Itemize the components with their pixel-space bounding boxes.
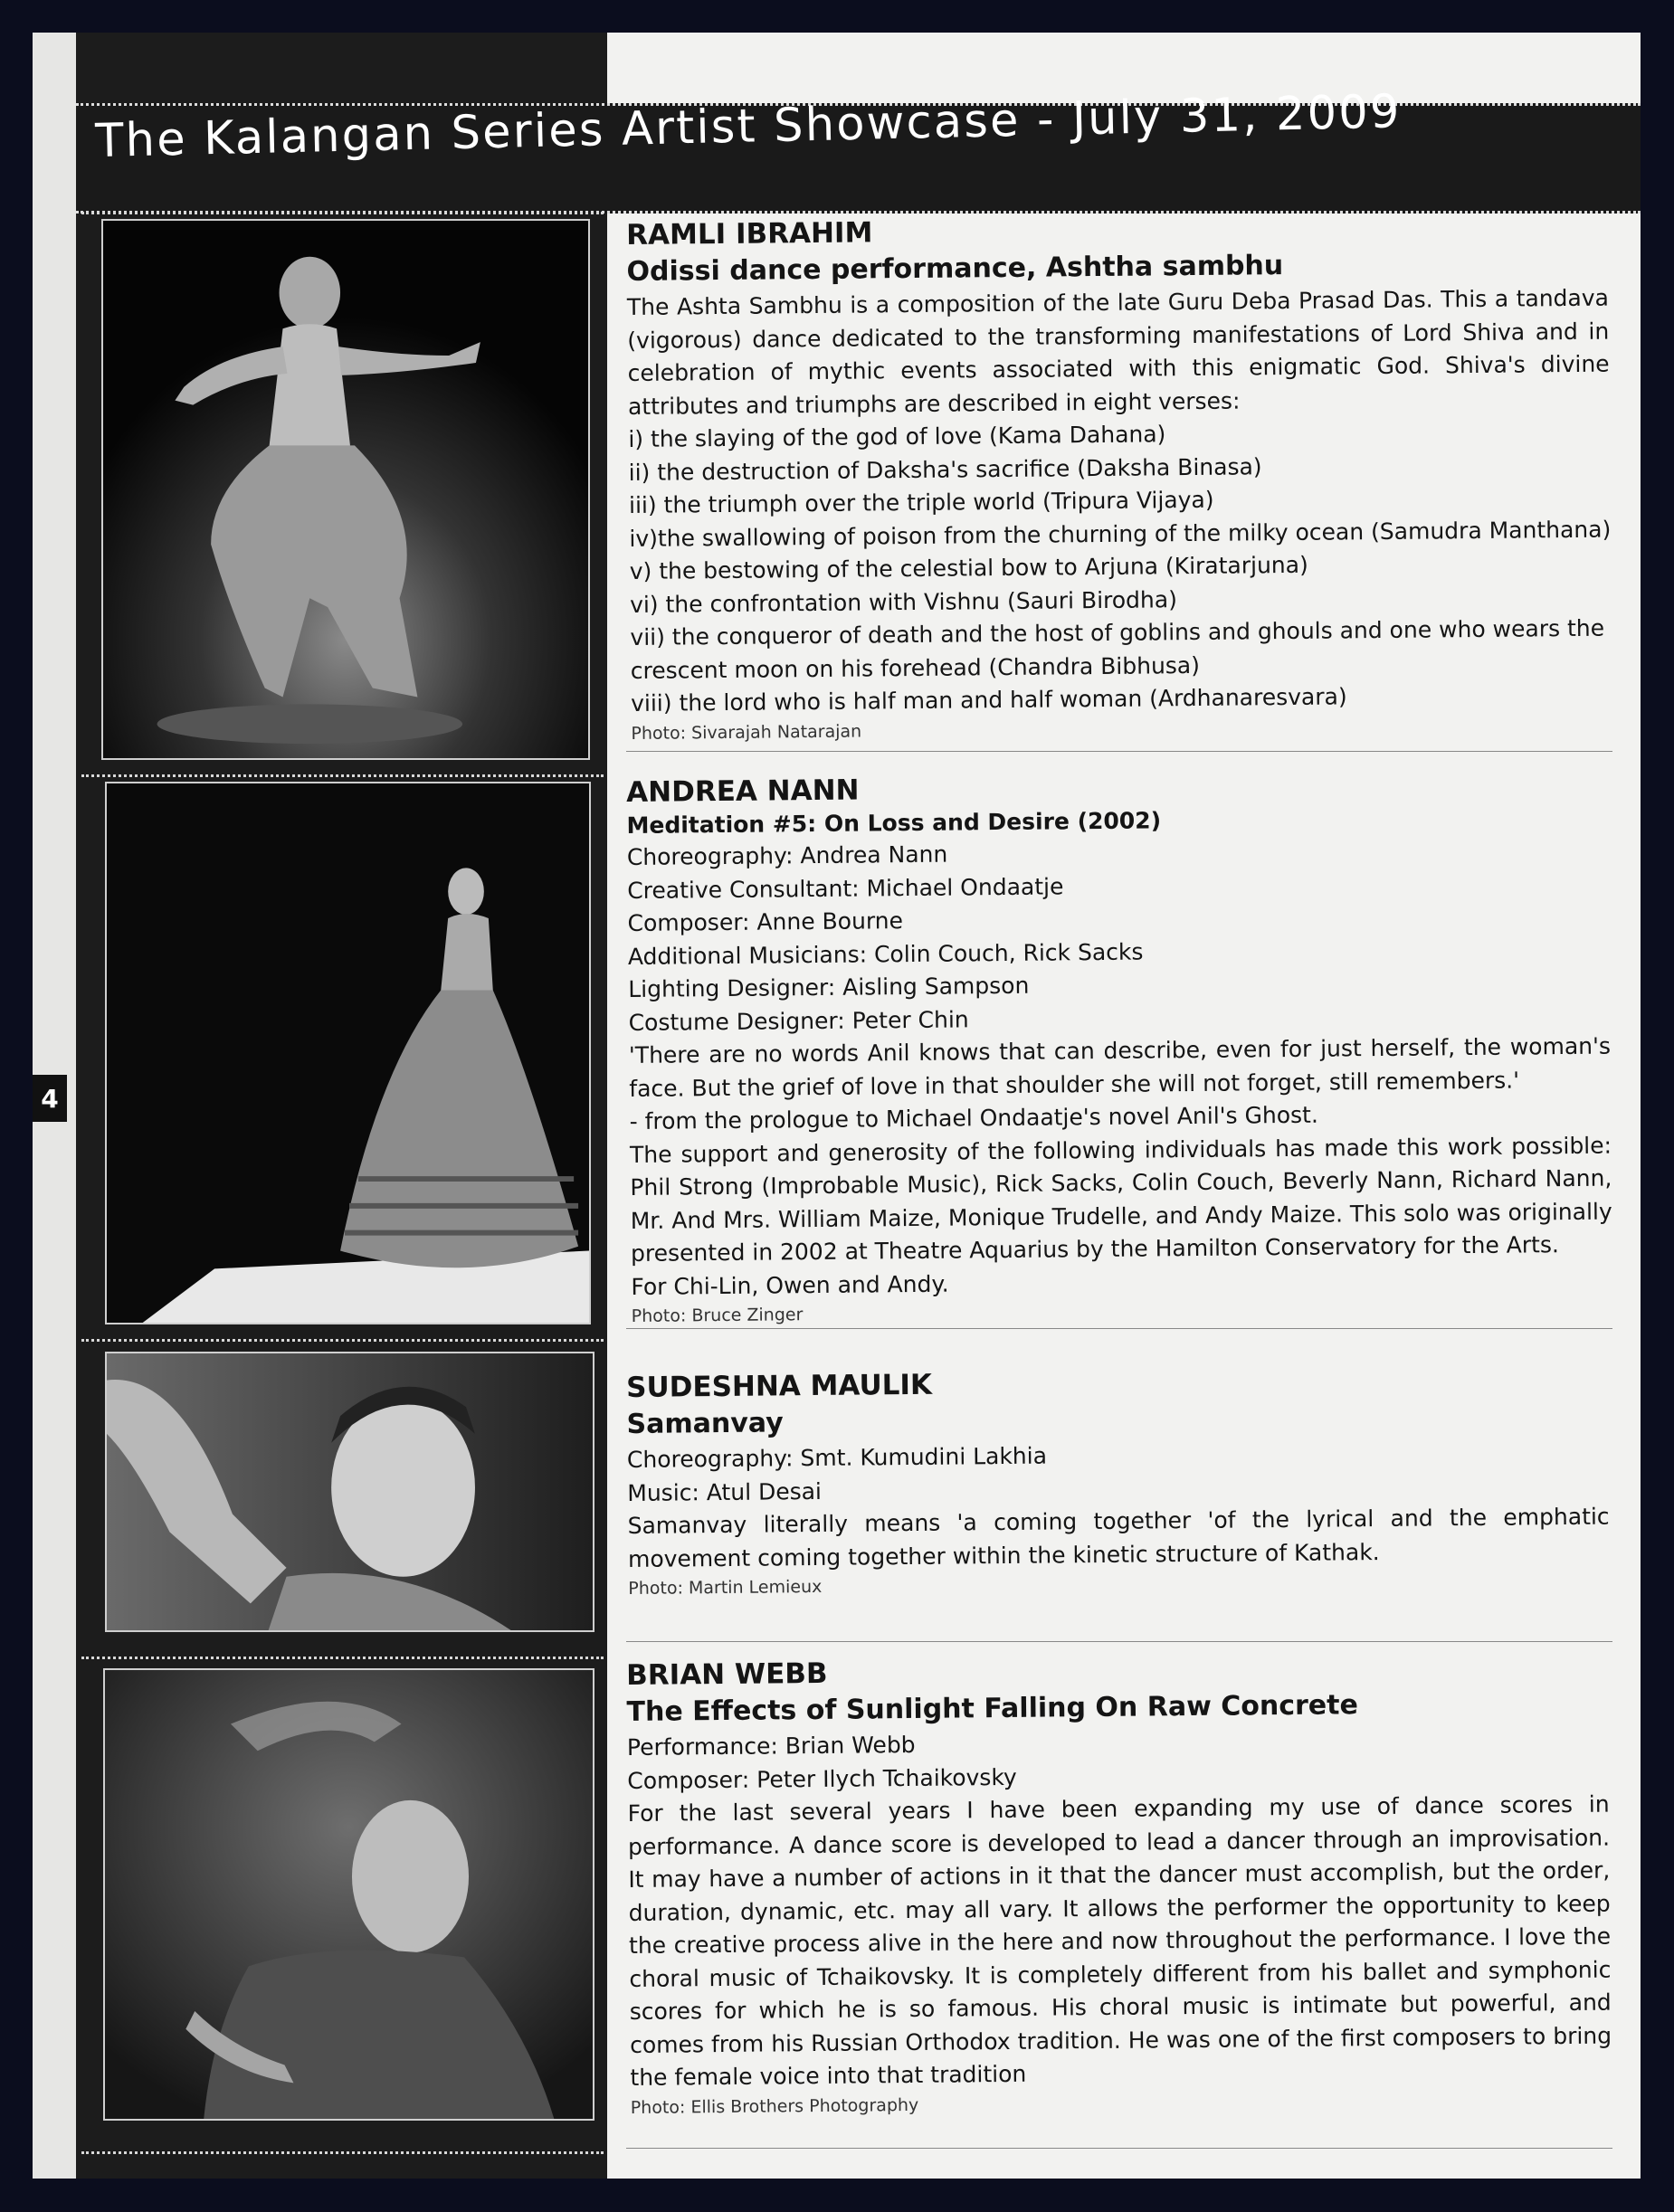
entry-brian-webb: [626, 1648, 1612, 2121]
performance-title: Odissi dance performance, Ashtha sambhu: [626, 250, 1284, 288]
page-number: 4: [33, 1075, 67, 1122]
entry-ramli-ibrahim: [626, 208, 1613, 746]
dotted-divider: [81, 2151, 604, 2154]
credit-line: Choreography: Smt. Kumudini Lakhia: [626, 1442, 1048, 1473]
description: For the last several years I have been expanding my use of dance scores in performance. A dance score is developed to lead a dancer through an improvisation. It may have a number of actions in it that the dancer must accomplish, but the order, duration, dynamic, etc. may all vary. It allows the performer the opportunity to keep the creative process alive in the here and now throughout the performance. I love the choral music of Tchaikovsky. It is completely different from his ballet and symphonic scores for which he is so famous. His choral music is intimate but powerful, and comes from his Russian Orthodox tradition. He was one of the first composers to bring the female voice into that tradition: [627, 1790, 1612, 2091]
quote-source: - from the prologue to Michael Ondaatje's novel Anil's Ghost.: [629, 1101, 1318, 1134]
photo-credit: Photo: Bruce Zinger: [631, 1305, 804, 1326]
verse: ii) the destruction of Daksha's sacrifice (Daksha Binasa): [628, 452, 1262, 486]
dotted-divider: [81, 1657, 604, 1659]
photo-credit: Photo: Ellis Brothers Photography: [630, 2094, 919, 2118]
dotted-divider: [81, 1339, 604, 1342]
description: Samanvay literally means 'a coming together 'of the lyrical and the emphatic movement coming together within the kinetic structure of Kathak.: [627, 1503, 1610, 1572]
verse: i) the slaying of the god of love (Kama Dahana): [628, 421, 1166, 452]
credit-line: Composer: Peter Ilych Tchaikovsky: [627, 1763, 1017, 1794]
entry-andrea-nann: [626, 765, 1613, 1329]
dedication: For Chi-Lin, Owen and Andy.: [631, 1270, 949, 1300]
credit-line: Additional Musicians: Colin Couch, Rick Sacks: [627, 938, 1144, 970]
header-banner: [76, 85, 1641, 214]
verse: vi) the confrontation with Vishnu (Sauri Birodha): [629, 585, 1178, 618]
section-rule: [626, 1641, 1612, 1642]
artist-name: BRIAN WEBB: [626, 1657, 828, 1692]
verse: iii) the triumph over the triple world (Tripura Vijaya): [628, 486, 1214, 518]
credit-line: Performance: Brian Webb: [626, 1731, 916, 1761]
artist-name: RAMLI IBRAHIM: [626, 216, 873, 252]
artist-name: SUDESHNA MAULIK: [626, 1368, 933, 1404]
performance-title: The Effects of Sunlight Falling On Raw Concrete: [626, 1689, 1359, 1728]
verse: vii) the conqueror of death and the host of goblins and ghouls and one who wears the crescent moon on his forehead (Chandra Bibhusa): [630, 614, 1605, 684]
dotted-divider: [81, 212, 604, 214]
artist-name: ANDREA NANN: [626, 774, 860, 809]
dotted-divider: [81, 774, 604, 777]
credit-line: Costume Designer: Peter Chin: [628, 1005, 969, 1036]
quote: 'There are no words Anil knows that can describe, even for just herself, the woman's face. But the grief of love in that shoulder she will not forget, still remembers.': [628, 1032, 1612, 1102]
section-rule: [626, 2148, 1612, 2149]
dancer-photo-ramli-ibrahim: [101, 219, 590, 760]
verse: v) the bestowing of the celestial bow to Arjuna (Kiratarjuna): [629, 551, 1308, 584]
verse: iv)the swallowing of poison from the churning of the milky ocean (Samudra Manthana): [629, 516, 1612, 552]
section-rule: [626, 751, 1612, 752]
dancer-photo-sudeshna-maulik: [105, 1352, 594, 1632]
section-rule: [626, 1328, 1612, 1329]
entry-sudeshna-maulik: [626, 1361, 1610, 1601]
photo-credit: Photo: Sivarajah Natarajan: [631, 721, 862, 744]
credit-line: Choreography: Andrea Nann: [626, 840, 948, 870]
performance-title: Meditation #5: On Loss and Desire (2002): [626, 807, 1162, 839]
credit-line: Composer: Anne Bourne: [627, 907, 904, 936]
photo-credit: Photo: Martin Lemieux: [628, 1576, 823, 1599]
verse: viii) the lord who is half man and half woman (Ardhanaresvara): [631, 683, 1347, 717]
credit-line: Lighting Designer: Aisling Sampson: [628, 972, 1030, 1002]
description: The Ashta Sambhu is a composition of the late Guru Deba Prasad Das. This a tandava (vigorous) dance dedicated to the transforming manifestations of Lord Shiva and in celebration of mythic events associated with this enigmatic God. Shiva's divine attributes and triumphs are described in eight verses:: [626, 284, 1610, 420]
dancer-photo-brian-webb: [103, 1668, 594, 2121]
credit-line: Music: Atul Desai: [627, 1477, 823, 1506]
performance-title: Samanvay: [626, 1407, 784, 1440]
description: The support and generosity of the following individuals has made this work possible: Phil Strong (Improbable Music), Rick Sacks, Colin Couch, Beverly Nann, Richard Nann, Mr. And Mrs. William Maize, Monique Trudelle, and Andy Maize. This solo was originally presented in 2002 at Theatre Aquarius by the Hamilton Conservatory for the Arts.: [629, 1132, 1612, 1267]
credit-line: Creative Consultant: Michael Ondaatje: [627, 872, 1064, 904]
dancer-photo-andrea-nann: [105, 782, 591, 1324]
page-title: The Kalangan Series Artist Showcase - July 31, 2009: [94, 85, 1403, 168]
program-page: [33, 33, 1641, 2179]
